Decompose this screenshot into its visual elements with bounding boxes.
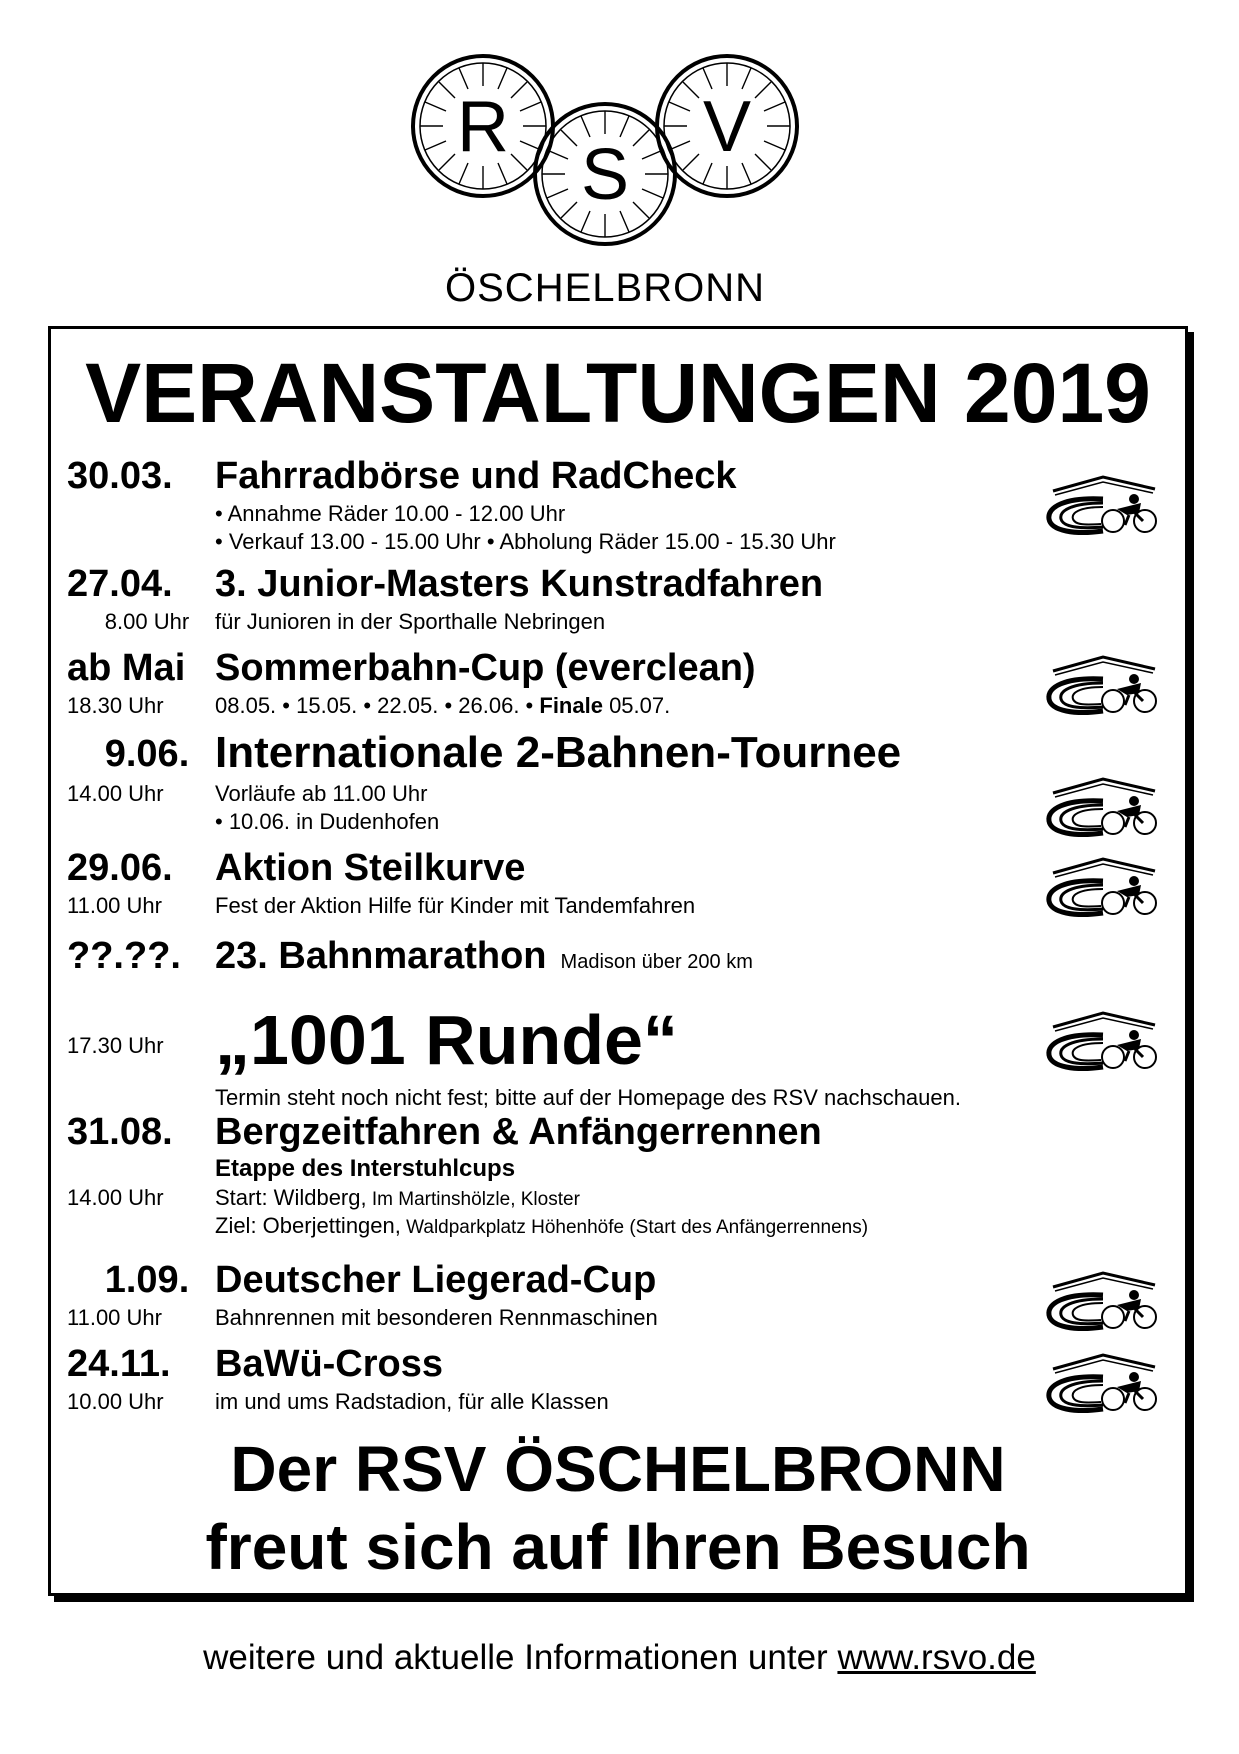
event-title: BaWü-Cross	[215, 1343, 444, 1385]
finale-date: 05.07.	[602, 693, 671, 718]
events-frame	[48, 326, 1188, 1596]
event-time: 11.00 Uhr	[67, 893, 162, 918]
finale-label: Finale	[539, 693, 603, 718]
page-title: VERANSTALTUNGEN 2019	[85, 346, 1151, 440]
event-detail: für Junioren in der Sporthalle Nebringen	[215, 609, 606, 634]
event-date: 9.06.	[104, 733, 190, 775]
logo-letter-s: S	[580, 135, 630, 215]
event-title-text: 23. Bahnmarathon	[215, 935, 547, 977]
velodrome-cyclist-icon	[1045, 649, 1161, 721]
velodrome-cyclist-icon	[1045, 1005, 1161, 1077]
event-title: Internationale 2-Bahnen-Tournee	[215, 728, 902, 777]
event-date: 29.06.	[67, 847, 173, 889]
website-link[interactable]: www.rsvo.de	[837, 1638, 1036, 1677]
event-time: 17.30 Uhr	[67, 1033, 164, 1058]
footer-info	[0, 1638, 1239, 1678]
event-detail: • 10.06. in Dudenhofen	[215, 809, 440, 834]
velodrome-cyclist-icon	[1045, 469, 1161, 541]
event-time: 8.00 Uhr	[104, 609, 190, 634]
event-detail: Termin steht noch nicht fest; bitte auf der Homepage des RSV nachschauen.	[215, 1085, 961, 1110]
event-title: 3. Junior-Masters Kunstradfahren	[215, 563, 824, 605]
finish-place: Ziel: Oberjettingen,	[215, 1213, 401, 1238]
event-subtitle: Etappe des Interstuhlcups	[215, 1155, 516, 1182]
event-time: 10.00 Uhr	[67, 1389, 164, 1414]
club-logo	[405, 44, 805, 314]
velodrome-cyclist-icon	[1045, 851, 1161, 923]
event-detail: Fest der Aktion Hilfe für Kinder mit Tandemfahren	[215, 893, 696, 918]
event-detail: Bahnrennen mit besonderen Rennmaschinen	[215, 1305, 658, 1330]
event-date: ab Mai	[67, 647, 186, 689]
velodrome-cyclist-icon	[1045, 1265, 1161, 1337]
event-title: Sommerbahn-Cup (everclean)	[215, 647, 756, 689]
event-date: 27.04.	[67, 563, 173, 605]
event-time: 14.00 Uhr	[67, 1185, 164, 1210]
event-title: Fahrradbörse und RadCheck	[215, 455, 737, 497]
event-dates: 08.05. • 15.05. • 22.05. • 26.06. •	[215, 693, 540, 718]
event-date: 31.08.	[67, 1111, 173, 1153]
event-date: ??.??.	[67, 935, 181, 977]
event-time: 18.30 Uhr	[67, 693, 164, 718]
event-date: 30.03.	[67, 455, 173, 497]
closing-line-1: Der RSV ÖSCHELBRONN	[230, 1433, 1006, 1505]
event-start-line	[215, 1187, 580, 1209]
event-title-note: Madison über 200 km	[560, 951, 753, 973]
event-date: 1.09.	[104, 1259, 190, 1301]
event-finish-line	[215, 1215, 868, 1237]
closing-line-2: freut sich auf Ihren Besuch	[205, 1511, 1031, 1583]
finish-location: Waldparkplatz Höhenhöfe (Start des Anfängerrennens)	[400, 1217, 869, 1238]
event-detail: • Verkauf 13.00 - 15.00 Uhr • Abholung Räder 15.00 - 15.30 Uhr	[215, 529, 836, 554]
logo-letter-r: R	[457, 87, 509, 167]
event-time: 14.00 Uhr	[67, 781, 164, 806]
velodrome-cyclist-icon	[1045, 771, 1161, 843]
event-title: Deutscher Liegerad-Cup	[215, 1259, 657, 1301]
event-detail: im und ums Radstadion, für alle Klassen	[215, 1389, 609, 1414]
event-title-1001-runde: „1001 Runde“	[215, 1001, 678, 1079]
event-dates-line	[215, 695, 670, 717]
velodrome-cyclist-icon	[1045, 1347, 1161, 1419]
footer-text: weitere und aktuelle Informationen unter	[203, 1638, 838, 1677]
event-title: Aktion Steilkurve	[215, 847, 526, 889]
event-time: 11.00 Uhr	[67, 1305, 162, 1330]
start-location: Im Martinshölzle, Kloster	[366, 1189, 580, 1210]
logo-town-name: ÖSCHELBRONN	[445, 266, 765, 310]
logo-letters	[405, 44, 805, 274]
event-title	[215, 937, 753, 975]
event-date: 24.11.	[67, 1343, 171, 1385]
start-place: Start: Wildberg,	[215, 1185, 367, 1210]
event-detail: • Annahme Räder 10.00 - 12.00 Uhr	[215, 501, 566, 526]
event-title: Bergzeitfahren & Anfängerrennen	[215, 1111, 822, 1153]
logo-letter-v: V	[702, 87, 752, 167]
event-detail: Vorläufe ab 11.00 Uhr	[215, 781, 428, 806]
